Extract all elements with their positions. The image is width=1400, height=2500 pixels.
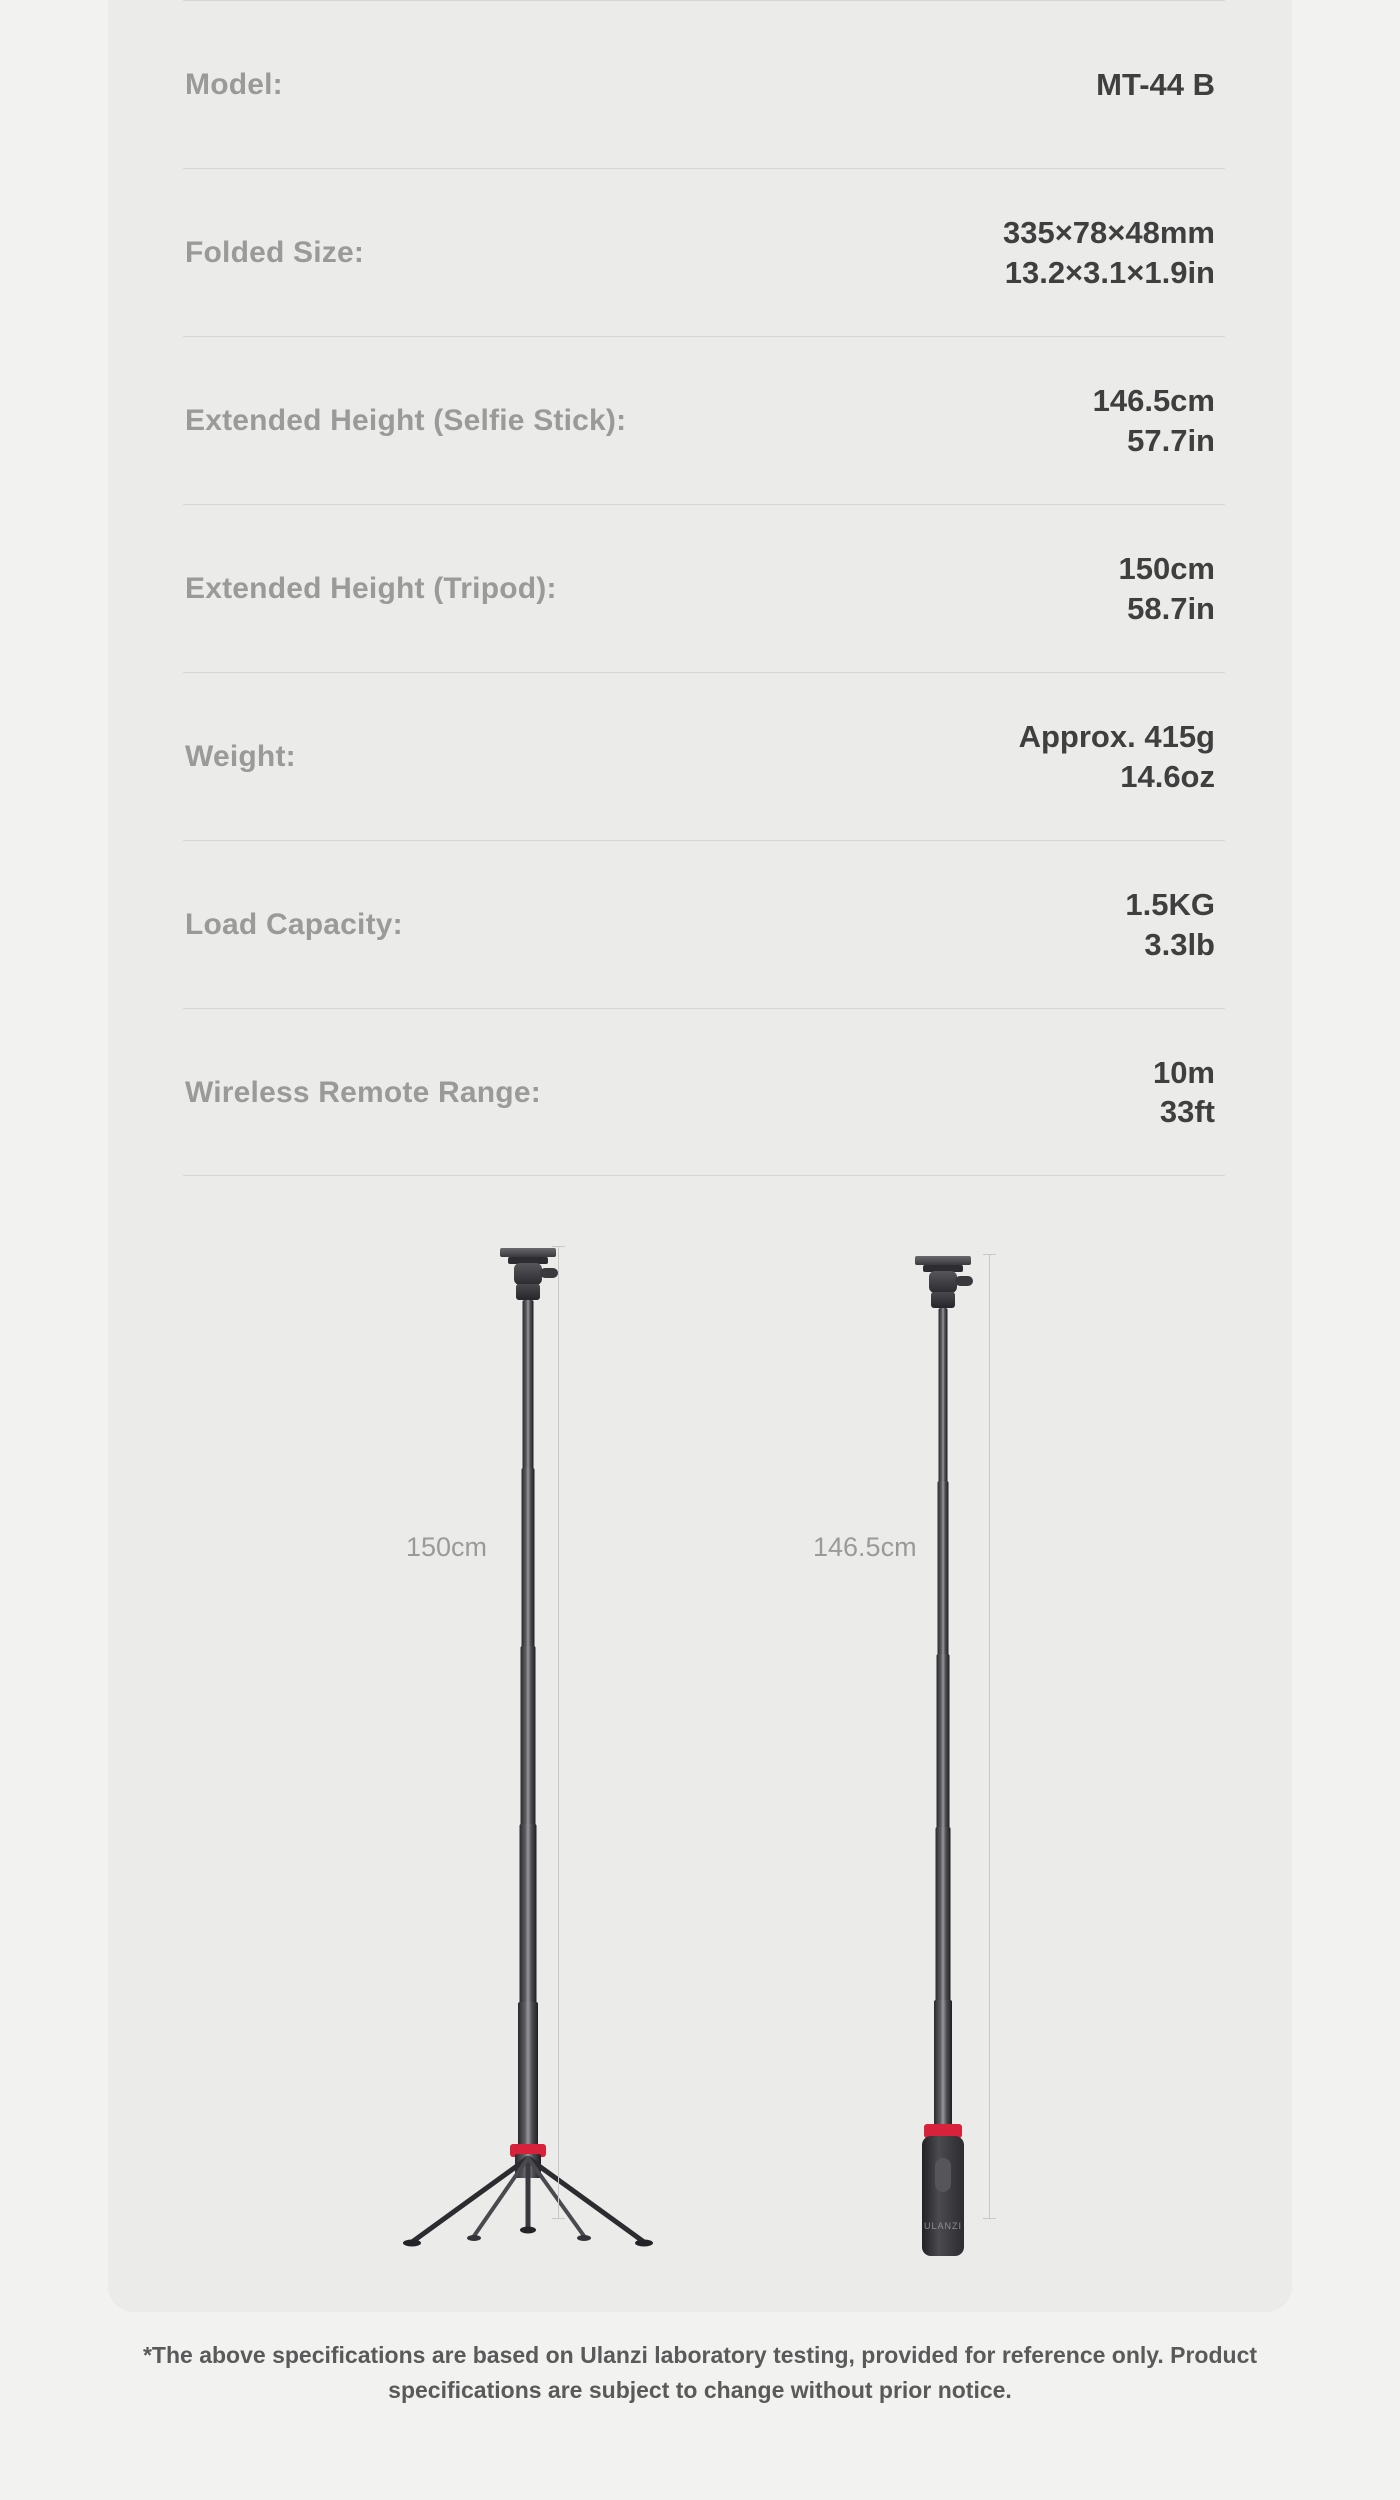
tripod-segment — [522, 1468, 535, 1648]
ball-head-icon — [911, 1256, 975, 1312]
stick-segment — [934, 2000, 952, 2132]
stick-dimension-line — [989, 1254, 990, 2218]
stick-dimension-cap-bottom — [983, 2218, 996, 2219]
tripod-segment — [520, 1824, 537, 2004]
spec-value-secondary: 58.7in — [1127, 590, 1215, 626]
spec-value — [1118, 549, 1219, 627]
spec-label: Extended Height (Selfie Stick): — [185, 404, 627, 437]
handle-button — [935, 2158, 951, 2192]
spec-value-primary: 335×78×48mm — [1002, 215, 1215, 251]
tripod-segment — [518, 2002, 538, 2152]
spec-value — [1125, 885, 1219, 963]
stick-dimension-label: 146.5cm — [803, 1526, 927, 1569]
spec-value — [1153, 1053, 1219, 1131]
spec-value — [1003, 213, 1219, 291]
tripod-dimension-label: 150cm — [396, 1526, 497, 1569]
product-illustration — [183, 1238, 1225, 2258]
selfie-stick-illustration — [793, 1256, 1093, 2256]
tripod-legs-icon — [398, 2156, 658, 2248]
spec-value-secondary: 57.7in — [1127, 422, 1215, 458]
spec-value-primary: 1.5KG — [1125, 887, 1215, 923]
spec-value — [1093, 381, 1219, 459]
tripod-legs — [398, 2156, 658, 2248]
spec-value-primary: 10m — [1152, 1054, 1215, 1090]
stick-segment — [936, 1827, 951, 2002]
tripod-illustration — [363, 1248, 693, 2248]
footnote: *The above specifications are based on Ulanzi laboratory testing, provided for reference only. Product specifications are subject to change without prior notice. — [142, 2342, 1258, 2403]
tripod-segment — [521, 1646, 536, 1826]
spec-label: Model: — [185, 68, 283, 101]
spec-value-secondary: 3.3lb — [1144, 926, 1215, 962]
table-row — [183, 0, 1225, 168]
brand-label: ULANZI — [923, 2221, 963, 2231]
spec-value-primary: MT-44 B — [1096, 66, 1215, 102]
spec-value-primary: 146.5cm — [1092, 383, 1215, 419]
table-row — [183, 1008, 1225, 1176]
table-row — [183, 168, 1225, 336]
stick-segment — [937, 1654, 950, 1829]
spec-value — [1019, 717, 1219, 795]
spec-label: Load Capacity: — [185, 908, 403, 941]
table-row — [183, 672, 1225, 840]
spec-value-secondary: 14.6oz — [1120, 758, 1215, 794]
spec-value-secondary: 33ft — [1159, 1094, 1215, 1129]
spec-value — [1096, 65, 1219, 104]
stick-handle — [922, 2136, 964, 2256]
spec-label: Weight: — [185, 740, 296, 773]
spec-value-primary: Approx. 415g — [1018, 719, 1215, 755]
tripod-dimension-cap-bottom — [552, 2218, 565, 2219]
spec-label: Extended Height (Tripod): — [185, 572, 557, 605]
spec-value-primary: 150cm — [1118, 551, 1215, 587]
ball-head-icon — [496, 1248, 560, 1304]
stick-segment — [939, 1308, 948, 1483]
stick-segment — [938, 1481, 949, 1656]
tripod-dimension-line — [558, 1246, 559, 2218]
table-row — [183, 504, 1225, 672]
stick-dimension-cap-top — [983, 1254, 996, 1255]
spec-table — [183, 0, 1225, 1176]
tripod-segment — [523, 1300, 534, 1470]
table-row — [183, 840, 1225, 1008]
spec-value-secondary: 13.2×3.1×1.9in — [1004, 254, 1215, 290]
table-row — [183, 336, 1225, 504]
spec-label: Wireless Remote Range: — [185, 1075, 541, 1109]
tripod-dimension-cap-top — [552, 1246, 565, 1247]
spec-label: Folded Size: — [185, 236, 365, 269]
